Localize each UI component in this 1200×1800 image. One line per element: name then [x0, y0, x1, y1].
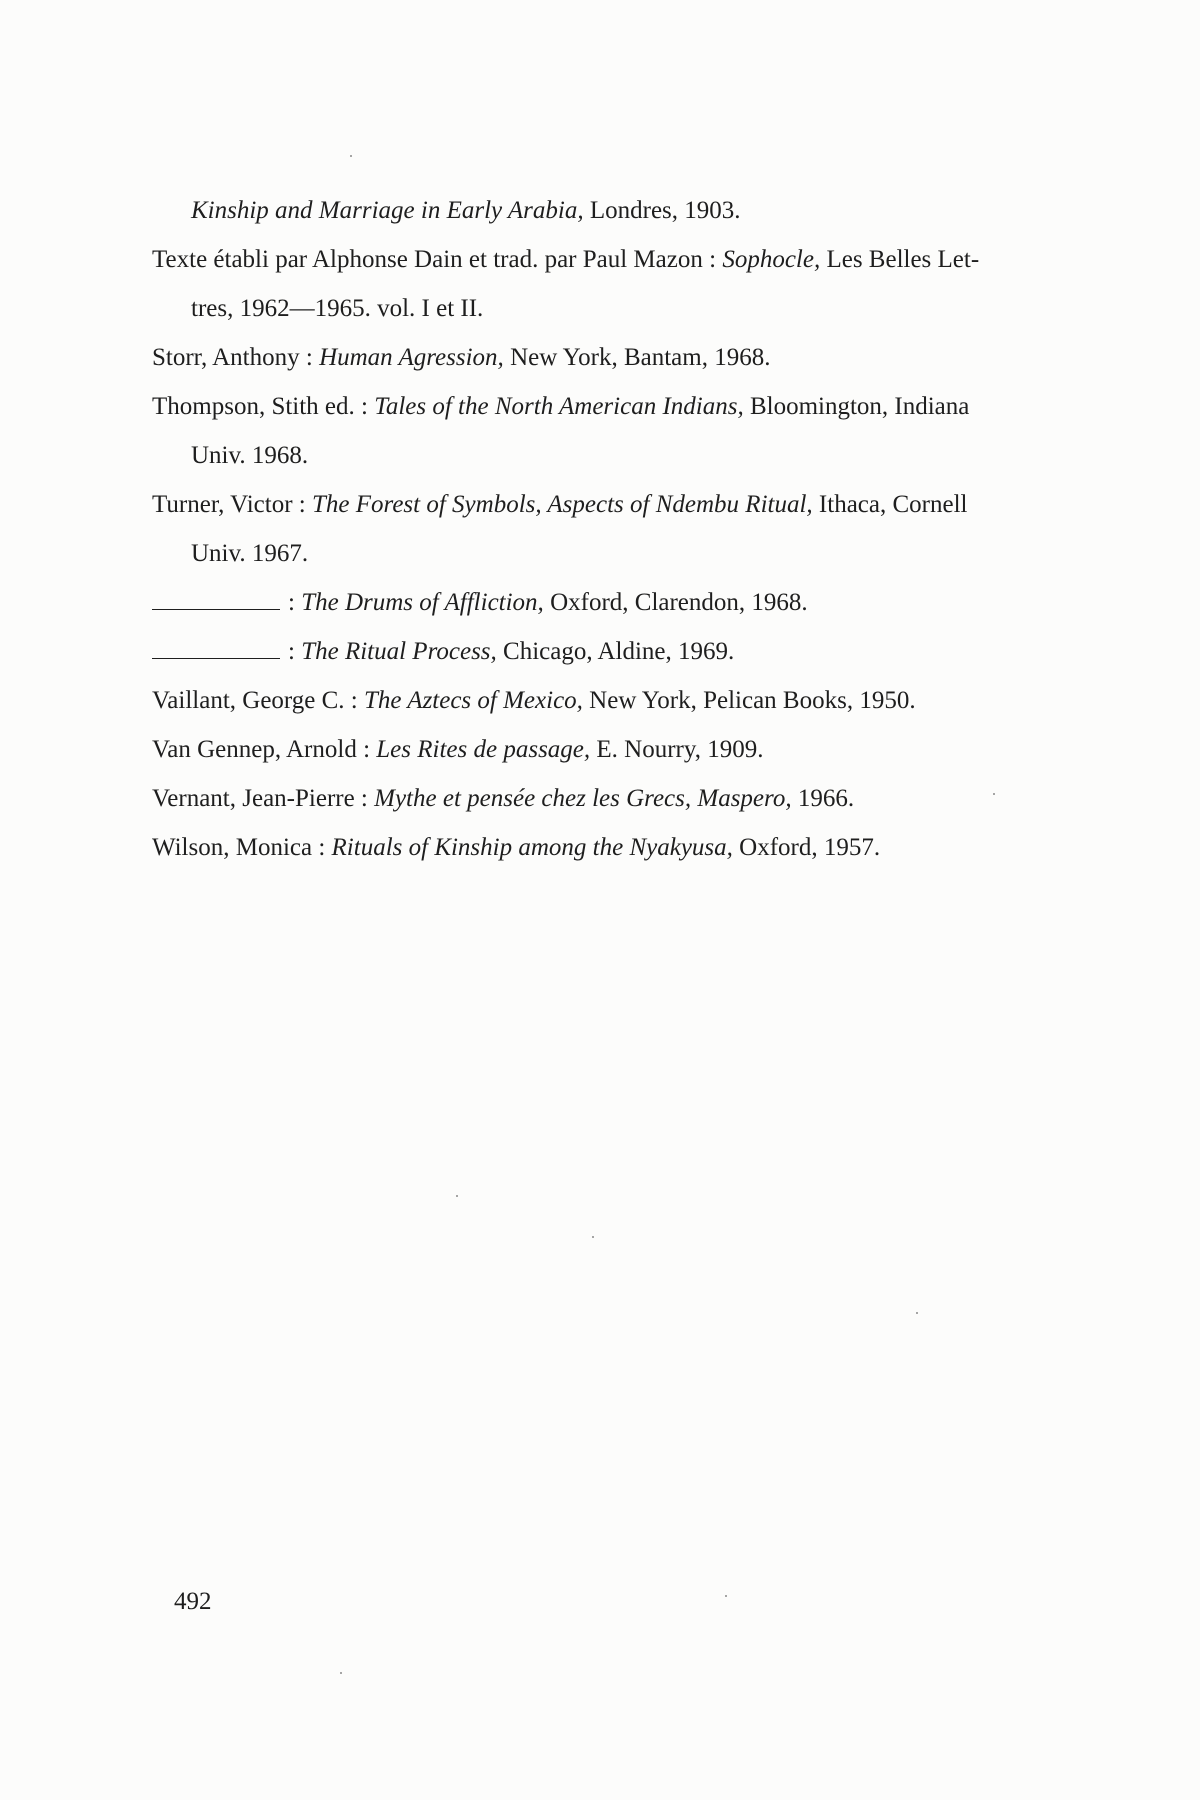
entry-author: Storr, Anthony : [152, 344, 320, 371]
bibliography-entry-turner-ritual [152, 627, 1052, 676]
entry-title: The Forest of Symbols, Aspects of Ndembu Ritual, [312, 491, 813, 518]
bibliography-entry-kinship [152, 186, 1052, 235]
entry-publication: Oxford, 1957. [732, 834, 881, 861]
entry-author: Vaillant, George C. : [152, 687, 364, 714]
entry-title: Human Agression, [319, 344, 504, 371]
entry-publication: Les Belles Let- [820, 246, 980, 273]
entry-title: Rituals of Kinship among the Nyakyusa, [331, 834, 733, 861]
entry-continuation: tres, 1962—1965. vol. I et II. [191, 295, 484, 322]
entry-title: Tales of the North American Indians, [374, 393, 744, 420]
entry-title: The Drums of Affliction, [301, 589, 544, 616]
entry-title: Mythe et pensée chez les Grecs, Maspero, [374, 785, 792, 812]
scan-speck [993, 793, 995, 795]
entry-publication: New York, Bantam, 1968. [503, 344, 771, 371]
entry-author: Van Gennep, Arnold : [152, 736, 377, 763]
bibliography-entry-vernant [152, 774, 1052, 823]
entry-publication: 1966. [791, 785, 855, 812]
entry-title: Les Rites de passage, [376, 736, 591, 763]
bibliography-entry-vangennep [152, 725, 1052, 774]
bibliography-entry-wilson [152, 823, 1052, 872]
ditto-rule [152, 634, 280, 659]
bibliography-entry-vaillant [152, 676, 1052, 725]
entry-publication: Bloomington, Indiana [743, 393, 970, 420]
entry-publication: Londres, 1903. [583, 197, 741, 224]
entry-publication: Chicago, Aldine, 1969. [496, 638, 735, 665]
entry-title: The Aztecs of Mexico, [364, 687, 583, 714]
scan-speck [916, 1312, 918, 1314]
entry-title: Kinship and Marriage in Early Arabia, [191, 197, 584, 224]
entry-author: Vernant, Jean-Pierre : [152, 785, 375, 812]
scan-speck [350, 155, 352, 157]
bibliography-entry-texte [152, 235, 1052, 333]
scan-speck [592, 1236, 594, 1238]
entry-title: Sophocle, [722, 246, 821, 273]
bibliography-entry-thompson [152, 382, 1052, 480]
bibliography-entry-turner [152, 480, 1052, 578]
entry-publication: Oxford, Clarendon, 1968. [543, 589, 808, 616]
ditto-rule [152, 585, 280, 610]
page-number: 492 [174, 1588, 212, 1615]
entry-separator: : [288, 589, 302, 616]
scan-speck [725, 1595, 727, 1597]
entry-publication: New York, Pelican Books, 1950. [582, 687, 916, 714]
entry-author: Turner, Victor : [152, 491, 312, 518]
scan-speck [456, 1195, 458, 1197]
bibliography-list [152, 186, 1052, 872]
entry-continuation: Univ. 1968. [191, 442, 309, 469]
entry-publication: Ithaca, Cornell [812, 491, 968, 518]
entry-author: Wilson, Monica : [152, 834, 332, 861]
entry-author: Thompson, Stith ed. : [152, 393, 375, 420]
bibliography-entry-turner-drums [152, 578, 1052, 627]
bibliography-entry-storr [152, 333, 1052, 382]
entry-author: Texte établi par Alphonse Dain et trad. par Paul Mazon : [152, 246, 723, 273]
entry-title: The Ritual Process, [301, 638, 497, 665]
scan-speck [340, 1672, 342, 1674]
entry-separator: : [288, 638, 302, 665]
entry-publication: E. Nourry, 1909. [590, 736, 764, 763]
entry-continuation: Univ. 1967. [191, 540, 309, 567]
